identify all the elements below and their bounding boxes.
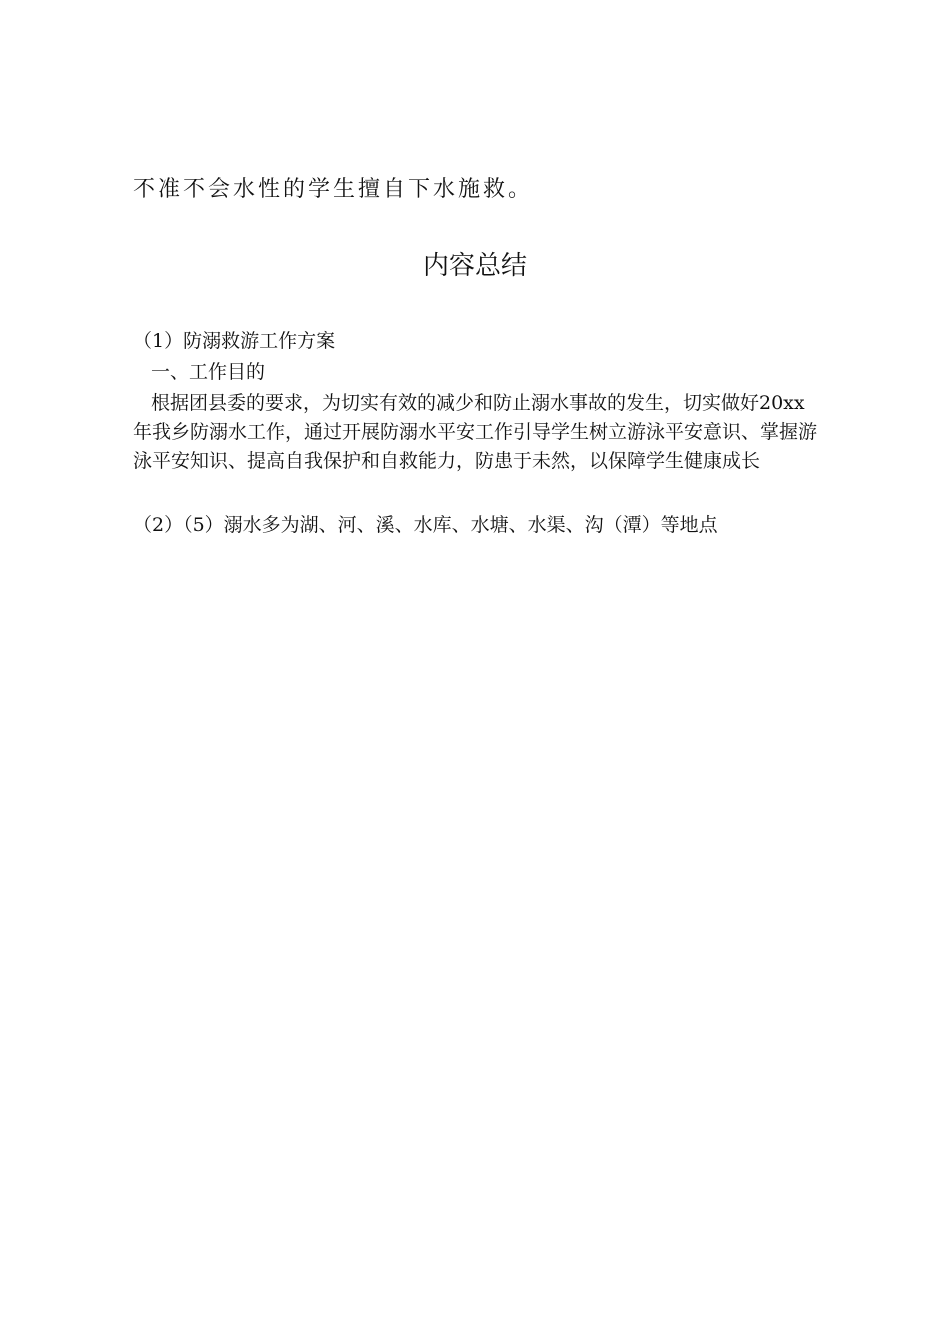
summary-item-2: （2）（5）溺水多为湖、河、溪、水库、水塘、水渠、沟（潭）等地点	[133, 514, 718, 536]
work-purpose-paragraph: 根据团县委的要求，为切实有效的减少和防止溺水事故的发生，切实做好20xx年我乡防溺水工作，通过开展防溺水平安工作引导学生树立游泳平安意识、掌握游泳平安知识、提高自我保护和自救能力，防患于未然，以保障学生健康成长	[133, 392, 818, 472]
summary-item-1: （1）防溺救游工作方案	[133, 330, 336, 352]
lead-sentence: 不准不会水性的学生擅自下水施救。	[133, 177, 534, 202]
summary-heading: 内容总结	[422, 251, 527, 281]
section-heading-work-purpose: 一、工作目的	[151, 361, 266, 383]
